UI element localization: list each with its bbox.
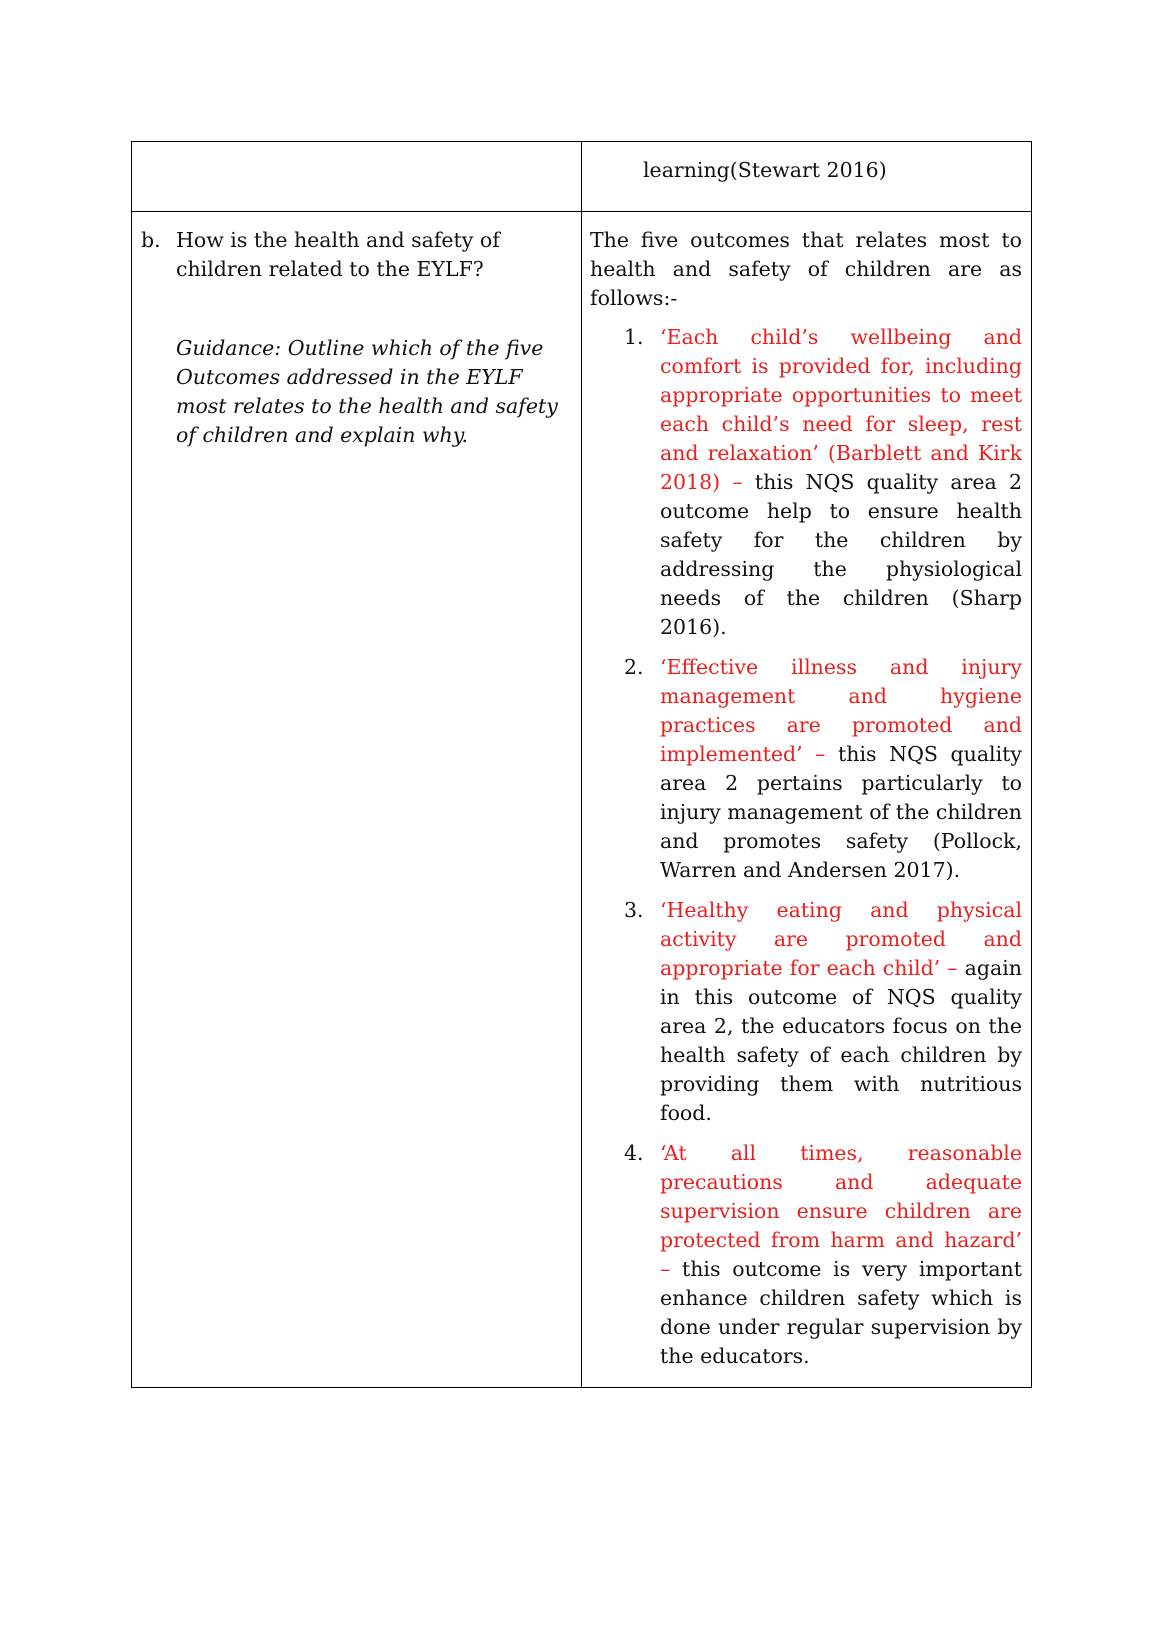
- list-item: [590, 323, 1022, 642]
- list-item: [590, 1139, 1022, 1371]
- question-letter: b.: [141, 228, 161, 252]
- outcome-quote: ‘Each child’s wellbeing and comfort is provided for, including appropriate opportunities to meet each child’s need for sleep, rest and relaxation’ (Barblett and Kirk 2018) –: [660, 325, 1022, 494]
- question-cell: [132, 212, 582, 1388]
- guidance-text: Guidance: Outline which of the five Outcomes addressed in the EYLF most relates to the health and safety of children and explain why.: [176, 336, 558, 447]
- outcome-quote: ‘Effective illness and injury management and hygiene practices are promoted and implemented’ –: [660, 655, 1022, 766]
- question-text: How is the health and safety of children related to the EYLF?: [176, 228, 500, 281]
- list-item: [590, 653, 1022, 885]
- table-row-continued: [132, 142, 1032, 212]
- top-left-cell: [132, 142, 582, 212]
- question-b: [141, 226, 573, 284]
- continued-text: learning(Stewart 2016): [643, 158, 887, 182]
- outcome-quote: ‘At all times, reasonable precautions and adequate supervision ensure children are protected from harm and hazard’ –: [660, 1141, 1022, 1281]
- outcome-quote: ‘Healthy eating and physical activity are promoted and appropriate for each child’ –: [660, 898, 1022, 980]
- answer-intro: The five outcomes that relates most to health and safety of children are as follows:-: [590, 228, 1022, 310]
- outcome-explanation: this NQS quality area 2 outcome help to ensure health safety for the children by addressing the physiological needs of the children (Sharp 2016).: [660, 470, 1022, 639]
- outcome-number: 3.: [624, 898, 644, 922]
- answer-cell: [582, 212, 1032, 1388]
- outcome-number: 2.: [624, 655, 644, 679]
- outcome-body: [660, 1139, 1022, 1371]
- list-item: [590, 896, 1022, 1128]
- outcome-explanation: this NQS quality area 2 pertains particularly to injury management of the children and promotes safety (Pollock, Warren and Andersen 2017).: [660, 742, 1022, 882]
- top-right-cell: [582, 142, 1032, 212]
- table-row-question-b: [132, 212, 1032, 1388]
- outcomes-list: [590, 323, 1022, 1371]
- outcome-explanation: again in this outcome of NQS quality area 2, the educators focus on the health safety of each children by providing them with nutritious food.: [660, 956, 1022, 1125]
- outcome-number: 1.: [624, 325, 644, 349]
- outcome-number: 4.: [624, 1141, 644, 1165]
- outcome-explanation: this outcome is very important enhance children safety which is done under regular supervision by the educators.: [660, 1257, 1022, 1368]
- outcome-body: [660, 323, 1022, 642]
- assessment-table: [131, 141, 1032, 1388]
- outcome-body: [660, 896, 1022, 1128]
- outcome-body: [660, 653, 1022, 885]
